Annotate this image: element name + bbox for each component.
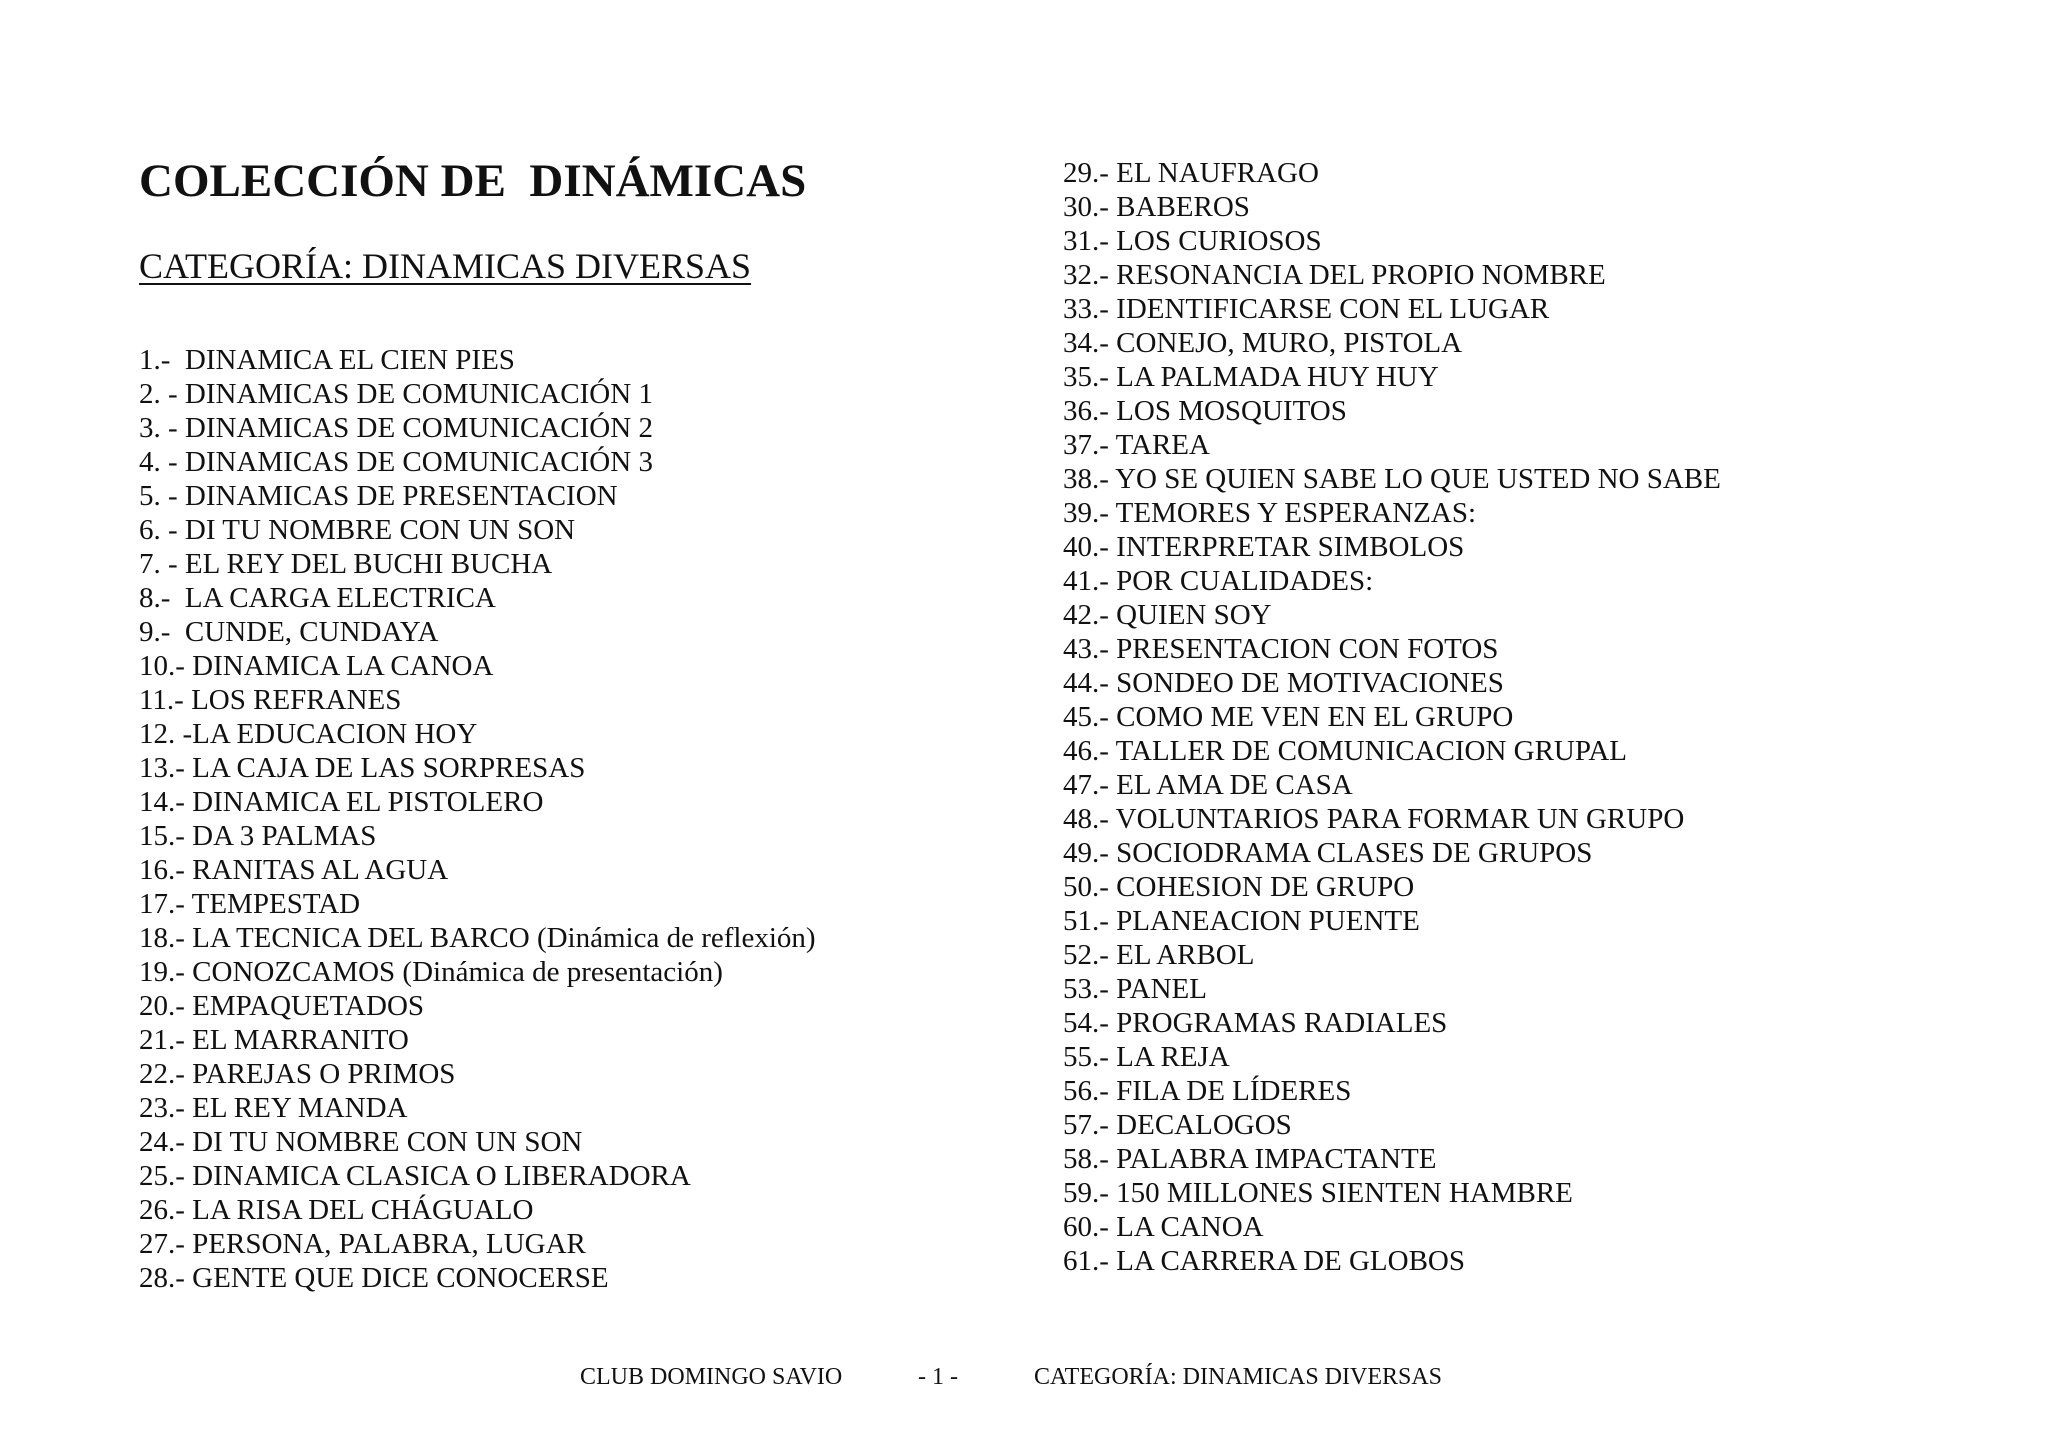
list-item: 53.- PANEL (1063, 973, 1207, 1005)
list-item: 6. - DI TU NOMBRE CON UN SON (139, 514, 576, 546)
list-item: 46.- TALLER DE COMUNICACION GRUPAL (1063, 735, 1627, 767)
list-item: 55.- LA REJA (1063, 1041, 1230, 1073)
list-item: 5. - DINAMICAS DE PRESENTACION (139, 480, 618, 512)
list-item: 21.- EL MARRANITO (139, 1024, 409, 1056)
list-item: 50.- COHESION DE GRUPO (1063, 871, 1415, 903)
list-item: 25.- DINAMICA CLASICA O LIBERADORA (139, 1160, 691, 1192)
list-item: 43.- PRESENTACION CON FOTOS (1063, 633, 1499, 665)
list-item: 40.- INTERPRETAR SIMBOLOS (1063, 531, 1465, 563)
list-item: 27.- PERSONA, PALABRA, LUGAR (139, 1228, 586, 1260)
list-item: 49.- SOCIODRAMA CLASES DE GRUPOS (1063, 837, 1593, 869)
list-item: 11.- LOS REFRANES (139, 684, 402, 716)
list-item: 54.- PROGRAMAS RADIALES (1063, 1007, 1448, 1039)
list-item: 42.- QUIEN SOY (1063, 599, 1272, 631)
list-item: 31.- LOS CURIOSOS (1063, 225, 1322, 257)
list-item: 51.- PLANEACION PUENTE (1063, 905, 1420, 937)
list-item: 57.- DECALOGOS (1063, 1109, 1292, 1141)
list-item: 60.- LA CANOA (1063, 1211, 1264, 1243)
list-item: 8.- LA CARGA ELECTRICA (139, 582, 496, 614)
list-item: 4. - DINAMICAS DE COMUNICACIÓN 3 (139, 446, 653, 478)
list-item: 44.- SONDEO DE MOTIVACIONES (1063, 667, 1504, 699)
list-item: 61.- LA CARRERA DE GLOBOS (1063, 1245, 1466, 1277)
list-item: 23.- EL REY MANDA (139, 1092, 408, 1124)
list-item: 20.- EMPAQUETADOS (139, 990, 425, 1022)
list-item: 12. -LA EDUCACION HOY (139, 718, 478, 750)
dynamics-list-left-column (139, 343, 816, 1295)
list-item: 24.- DI TU NOMBRE CON UN SON (139, 1126, 583, 1158)
list-item: 52.- EL ARBOL (1063, 939, 1255, 971)
list-item: 37.- TAREA (1063, 429, 1210, 461)
list-item: 1.- DINAMICA EL CIEN PIES (139, 344, 515, 376)
document-title: COLECCIÓN DE DINÁMICAS (139, 155, 807, 207)
list-item: 13.- LA CAJA DE LAS SORPRESAS (139, 752, 586, 784)
list-item: 30.- BABEROS (1063, 191, 1250, 223)
list-item: 39.- TEMORES Y ESPERANZAS: (1063, 497, 1477, 529)
list-item: 47.- EL AMA DE CASA (1063, 769, 1353, 801)
list-item: 33.- IDENTIFICARSE CON EL LUGAR (1063, 293, 1550, 325)
list-item: 58.- PALABRA IMPACTANTE (1063, 1143, 1437, 1175)
list-item: 14.- DINAMICA EL PISTOLERO (139, 786, 544, 818)
list-item: 48.- VOLUNTARIOS PARA FORMAR UN GRUPO (1063, 803, 1685, 835)
list-item: 32.- RESONANCIA DEL PROPIO NOMBRE (1063, 259, 1606, 291)
footer-category: CATEGORÍA: DINAMICAS DIVERSAS (1034, 1364, 1443, 1390)
list-item: 34.- CONEJO, MURO, PISTOLA (1063, 327, 1463, 359)
list-item: 22.- PAREJAS O PRIMOS (139, 1058, 456, 1090)
list-item: 29.- EL NAUFRAGO (1063, 157, 1319, 189)
list-item: 10.- DINAMICA LA CANOA (139, 650, 494, 682)
list-item: 9.- CUNDE, CUNDAYA (139, 616, 439, 648)
list-item: 17.- TEMPESTAD (139, 888, 361, 920)
list-item: 45.- COMO ME VEN EN EL GRUPO (1063, 701, 1514, 733)
list-item: 35.- LA PALMADA HUY HUY (1063, 361, 1439, 393)
list-item: 15.- DA 3 PALMAS (139, 820, 377, 852)
list-item: 3. - DINAMICAS DE COMUNICACIÓN 2 (139, 412, 653, 444)
list-item: 7. - EL REY DEL BUCHI BUCHA (139, 548, 553, 580)
list-item: 59.- 150 MILLONES SIENTEN HAMBRE (1063, 1177, 1573, 1209)
list-item: 36.- LOS MOSQUITOS (1063, 395, 1347, 427)
list-item: 41.- POR CUALIDADES: (1063, 565, 1374, 597)
list-item: 18.- LA TECNICA DEL BARCO (Dinámica de reflexión) (139, 922, 816, 954)
list-item: 26.- LA RISA DEL CHÁGUALO (139, 1194, 534, 1226)
category-heading: CATEGORÍA: DINAMICAS DIVERSAS (139, 246, 752, 286)
list-item: 19.- CONOZCAMOS (Dinámica de presentación) (139, 956, 723, 988)
list-item: 38.- YO SE QUIEN SABE LO QUE USTED NO SABE (1063, 463, 1721, 495)
list-item: 56.- FILA DE LÍDERES (1063, 1075, 1352, 1107)
list-item: 16.- RANITAS AL AGUA (139, 854, 449, 886)
list-item: 28.- GENTE QUE DICE CONOCERSE (139, 1262, 609, 1294)
dynamics-list-right-column (1063, 156, 1721, 1278)
footer-club-name: CLUB DOMINGO SAVIO (580, 1364, 843, 1390)
list-item: 2. - DINAMICAS DE COMUNICACIÓN 1 (139, 378, 653, 410)
footer-page-number: - 1 - (918, 1364, 958, 1390)
